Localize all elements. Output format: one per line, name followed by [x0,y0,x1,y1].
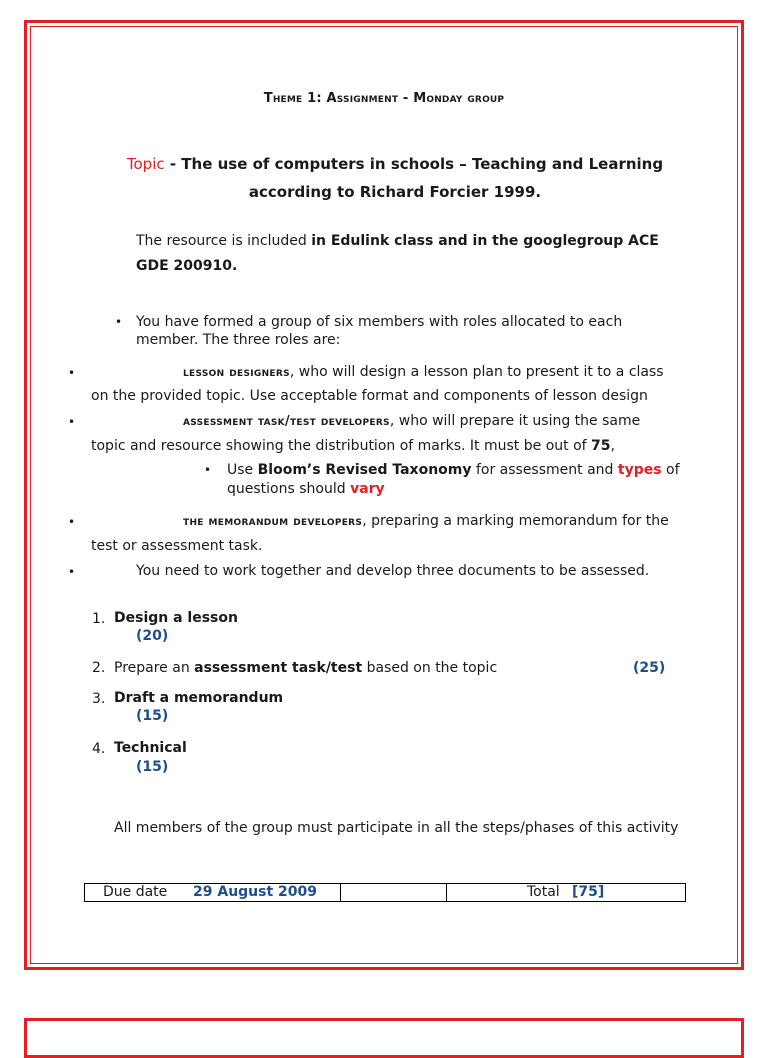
task-2-suffix: based on the topic [362,660,498,676]
bullet-dot: • [68,366,76,380]
due-date-value: 29 August 2009 [193,884,318,900]
role-lesson-line-2: on the provided topic. Use acceptable format and components of lesson design [91,388,648,404]
role-memorandum-line-1 [183,513,669,529]
assessment-line-2-text: topic and resource showing the distribution of marks. It must be out of [91,438,592,454]
vary-highlight: vary [350,481,385,497]
task-3-number: 3. [92,691,106,707]
bullet-dot: • [204,463,212,477]
task-4-marks: (15) [136,759,169,775]
role-lesson-line-1 [183,364,664,380]
task-2-bold: assessment task/test [194,660,363,676]
bullet-dot: • [68,565,76,579]
task-3-marks: (15) [136,708,169,724]
work-together-line: You need to work together and develop three documents to be assessed. [136,563,650,579]
topic-label: Topic [126,155,165,173]
topic-text-1: - The use of computers in schools – Teaching and Learning [164,155,664,173]
task-4-number: 4. [92,741,106,757]
role-assessment-rest: , who will prepare it using the same [389,413,641,429]
participation-note: All members of the group must participate in all the steps/phases of this activity [114,820,679,836]
topic-line-1 [0,155,768,173]
role-lesson-name: lesson designers [183,365,290,380]
sub-bullet-after: of [661,462,680,478]
blooms-taxonomy: Bloom’s Revised Taxonomy [257,462,472,478]
types-highlight: types [617,462,662,478]
task-2-label [114,660,497,676]
table-divider [446,884,447,901]
task-3-label: Draft a memorandum [114,690,284,706]
resource-line-1 [136,233,659,249]
assessment-total-marks: 75 [591,438,611,454]
resource-bold-1: in Edulink class and in the googlegroup ACE [311,233,659,249]
role-memorandum-name: the memorandum developers [183,514,363,529]
task-1-label: Design a lesson [114,610,238,626]
due-date-table [84,883,686,902]
task-1-marks: (20) [136,628,169,644]
topic-line-2: according to Richard Forcier 1999. [248,183,542,201]
resource-prefix: The resource is included [136,233,312,249]
total-value: [75] [572,884,605,900]
bullet-dot: • [68,515,76,529]
assessment-line-2-suffix: , [610,438,615,454]
role-lesson-rest: , who will design a lesson plan to present it to a class [289,364,664,380]
role-memorandum-rest: , preparing a marking memorandum for the [362,513,669,529]
sub-bullet-line-2 [227,481,385,497]
task-2-prefix: Prepare an [114,660,195,676]
sub-bullet-line-1 [227,462,680,478]
resource-line-2: GDE 200910. [136,258,238,274]
table-divider [340,884,341,901]
task-4-label: Technical [114,740,187,756]
total-label: Total [527,884,560,900]
role-assessment-line-1 [183,413,640,429]
sub-bullet-line-2-prefix: questions should [227,481,351,497]
role-assessment-name: assessment task/test developers [183,414,390,429]
document-title: Theme 1: Assignment - Monday group [263,91,505,106]
task-2-number: 2. [92,660,106,676]
next-page-border [24,1018,744,1058]
intro-line-2: member. The three roles are: [136,332,341,348]
role-memorandum-line-2: test or assessment task. [91,538,263,554]
task-2-marks: (25) [633,660,666,676]
sub-bullet-prefix: Use [227,462,258,478]
bullet-dot: • [115,315,123,329]
intro-line-1: You have formed a group of six members with roles allocated to each [136,314,623,330]
role-assessment-line-2 [91,438,615,454]
bullet-dot: • [68,415,76,429]
due-date-label: Due date [103,884,168,900]
task-1-number: 1. [92,611,106,627]
sub-bullet-mid: for assessment and [471,462,618,478]
